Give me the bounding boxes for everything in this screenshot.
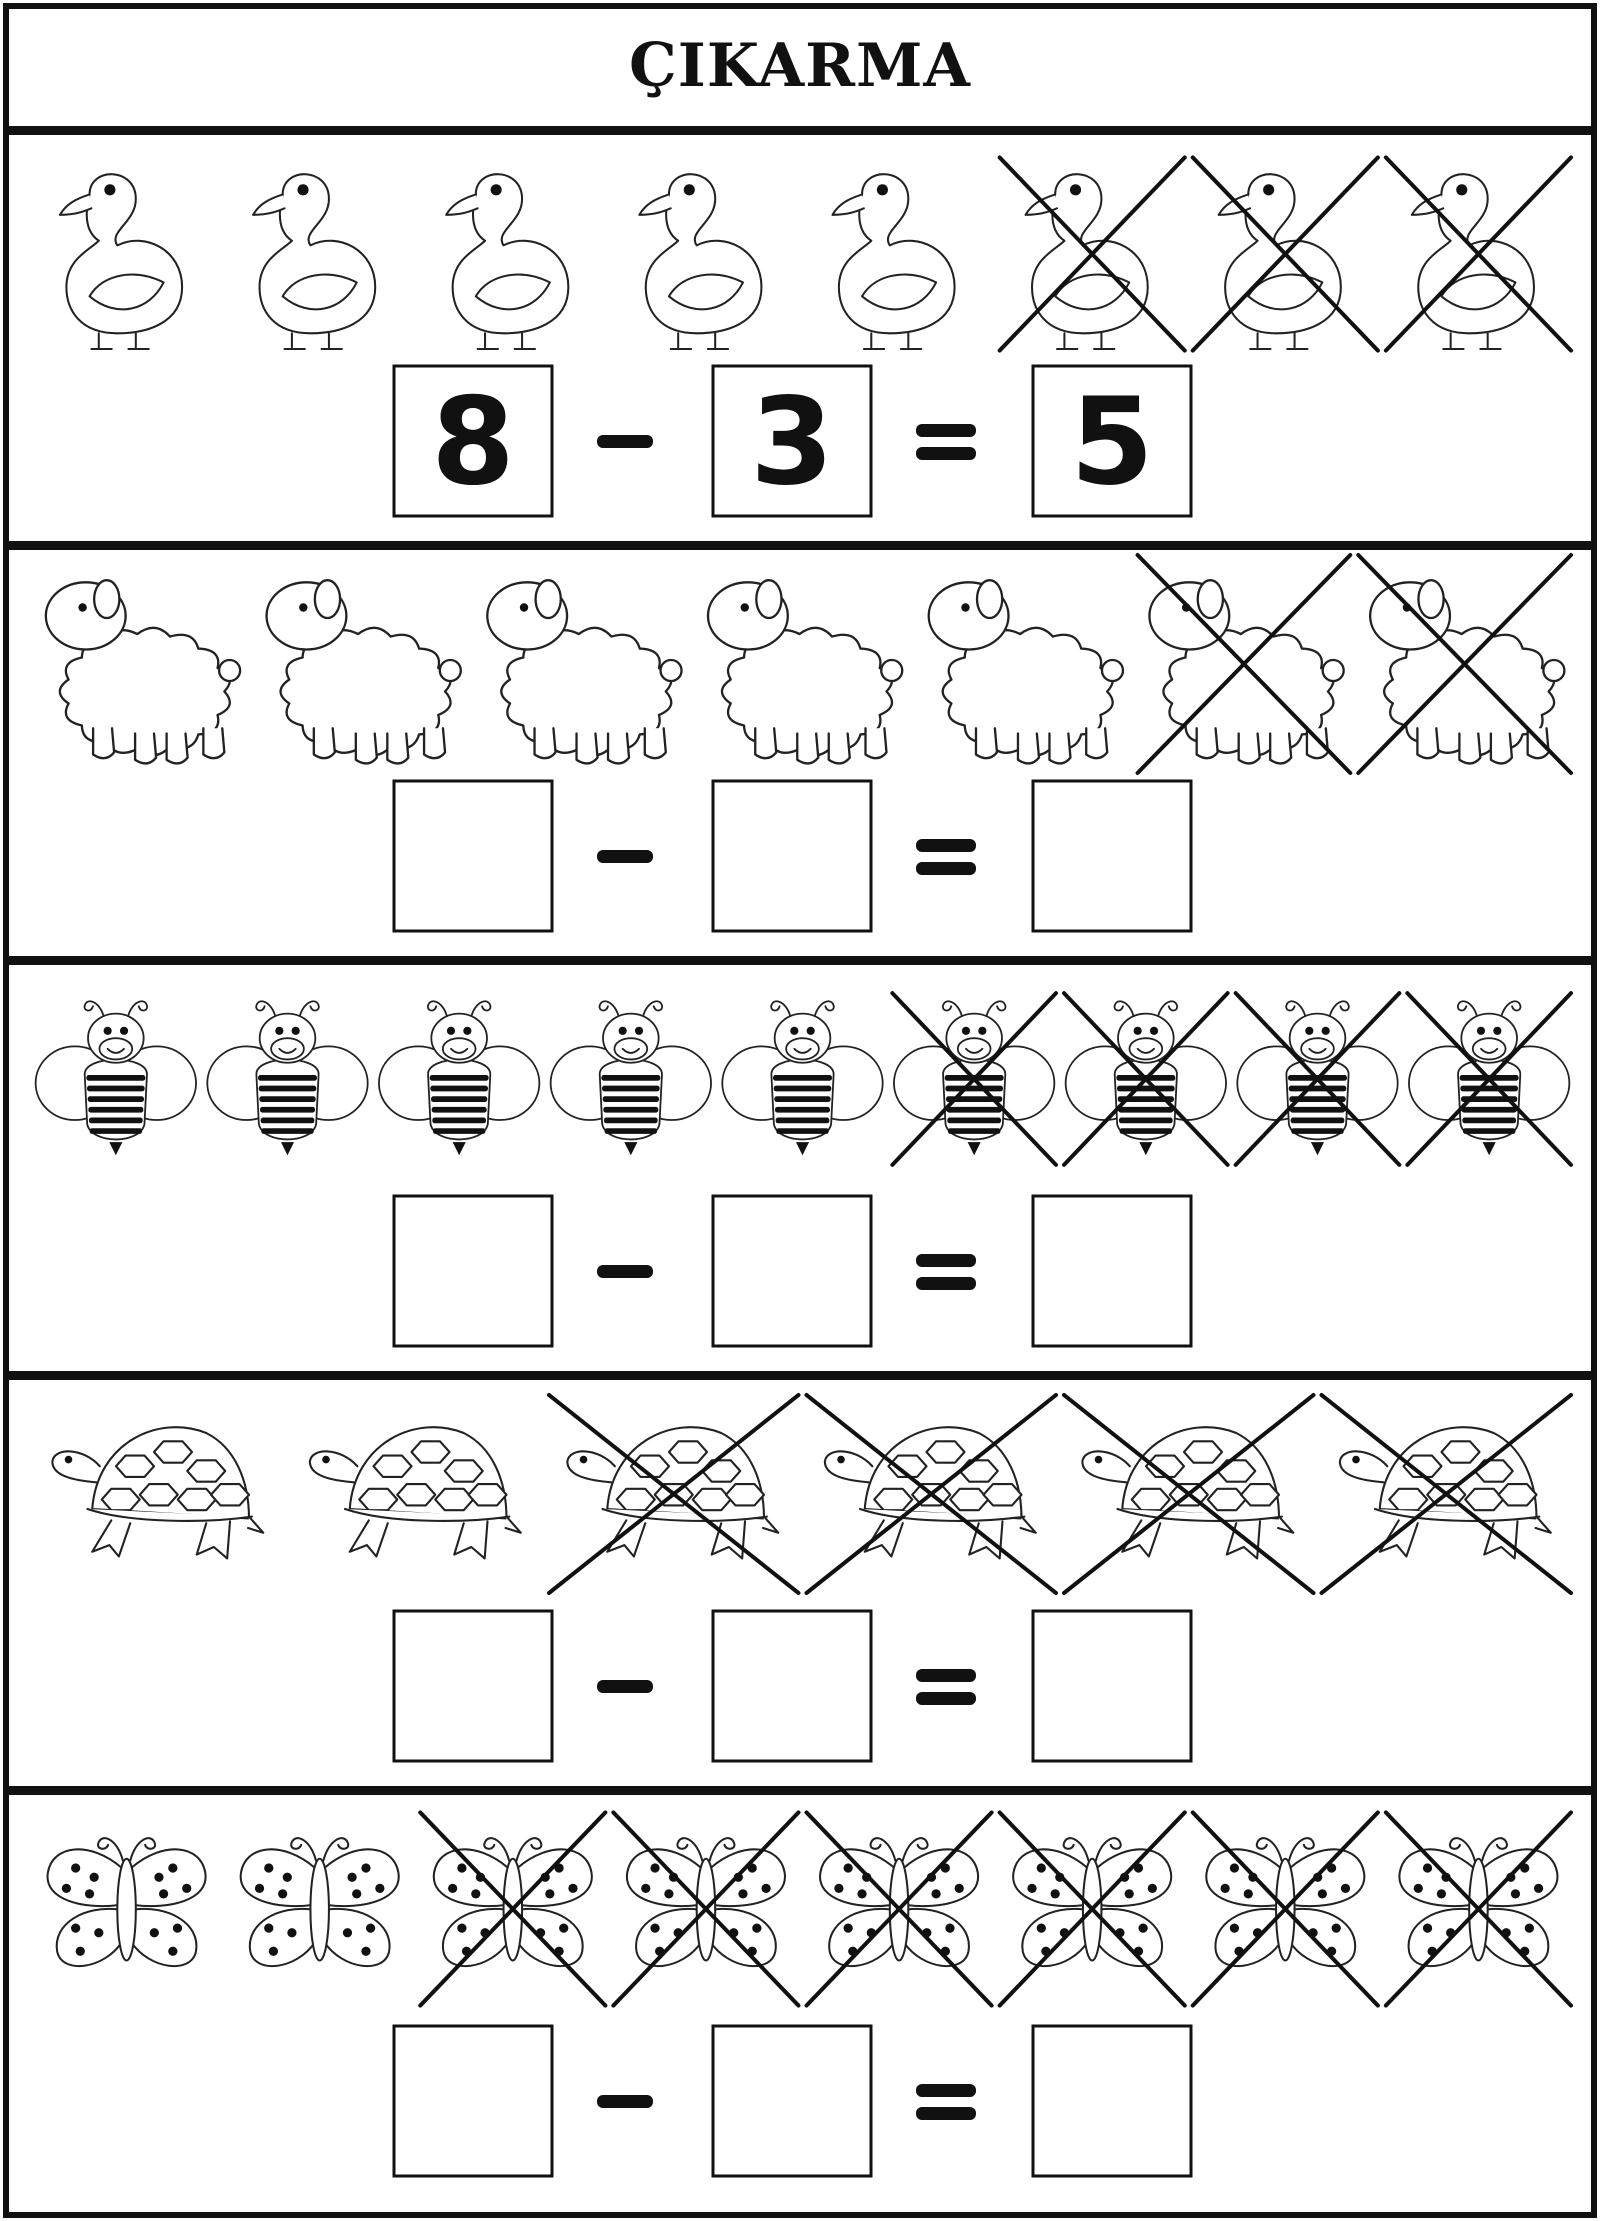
equation (394, 781, 1191, 931)
equation (394, 1196, 1191, 1346)
minus-sign (597, 1680, 653, 1693)
minus-sign (597, 435, 653, 448)
minuend-box[interactable] (394, 2026, 552, 2176)
title-band (629, 31, 971, 101)
equals-sign-top (916, 1669, 976, 1682)
answer-box[interactable] (1033, 1611, 1191, 1761)
subtrahend-value: 3 (750, 373, 834, 513)
minus-sign (597, 2095, 653, 2108)
page-title: ÇIKARMA (629, 31, 971, 101)
minuend-box[interactable] (394, 1196, 552, 1346)
minus-sign (597, 1265, 653, 1278)
equals-sign-top (916, 424, 976, 437)
row-divider (6, 541, 1594, 550)
row-divider (6, 1371, 1594, 1380)
equals-sign-bottom (916, 1692, 976, 1705)
answer-box[interactable] (1033, 2026, 1191, 2176)
minus-sign (597, 850, 653, 863)
equals-sign-bottom (916, 447, 976, 460)
minuend-value: 8 (431, 373, 515, 513)
row-divider (6, 956, 1594, 965)
subtrahend-box[interactable] (713, 781, 871, 931)
row-divider (6, 1786, 1594, 1795)
minuend-box[interactable] (394, 781, 552, 931)
equation (394, 366, 1191, 516)
row-divider (6, 126, 1594, 135)
equals-sign-top (916, 839, 976, 852)
equals-sign-bottom (916, 2107, 976, 2120)
equals-sign-bottom (916, 862, 976, 875)
subtrahend-box[interactable] (713, 1196, 871, 1346)
equals-sign-top (916, 1254, 976, 1267)
equation (394, 1611, 1191, 1761)
equation (394, 2026, 1191, 2176)
answer-box[interactable] (1033, 781, 1191, 931)
subtrahend-box[interactable] (713, 2026, 871, 2176)
equals-sign-bottom (916, 1277, 976, 1290)
answer-box[interactable] (1033, 1196, 1191, 1346)
subtrahend-box[interactable] (713, 1611, 871, 1761)
answer-value: 5 (1070, 373, 1154, 513)
equals-sign-top (916, 2084, 976, 2097)
minuend-box[interactable] (394, 1611, 552, 1761)
